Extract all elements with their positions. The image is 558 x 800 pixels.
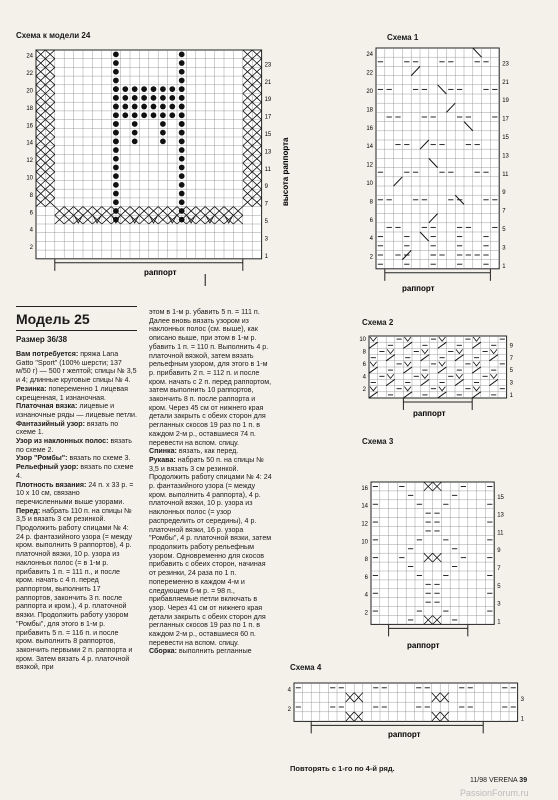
stitch-dot (179, 95, 185, 101)
row-number: 13 (502, 153, 509, 160)
row-number: 3 (509, 380, 513, 387)
row-number: 8 (369, 199, 373, 206)
chart-scheme1 (360, 44, 520, 294)
col1-para-7: Плотность вязания: 24 п. х 33 р. = 10 х 10 см, связано перечисленными выше узорами. (16, 480, 134, 506)
col1-para-3: Фантазийный узор: вязать по схеме 1. (16, 419, 119, 437)
grid-model24 (26, 50, 272, 286)
repeat-note: Повторять с 1-го по 4-й ряд. (290, 764, 395, 773)
row-number: 10 (361, 539, 368, 546)
stitch-dot (169, 86, 175, 92)
row-number: 10 (359, 337, 366, 344)
col1-para-5: Узор "Ромбы": вязать по схеме 3. (16, 454, 131, 463)
footer-magazine: 11/98 VERENA 39 (470, 777, 528, 784)
caption-scheme1: Схема 1 (387, 33, 419, 42)
row-number: 16 (361, 485, 368, 492)
stitch-dot (151, 112, 157, 118)
row-number: 6 (362, 362, 366, 368)
col1-para-0: Вам потребуется: пряжа Lana Gatto "Sport" (100% шерсти; 137 м/50 г) — 500 г желтой; спицы № 3,5 и 4; длинные круговые спицы № 4. (16, 350, 137, 385)
rapport-label-scheme3: раппорт (407, 641, 440, 650)
watermark: PassionForum.ru (460, 788, 529, 798)
stitch-dot (179, 191, 185, 197)
row-number: 3 (520, 697, 524, 704)
row-number: 2 (29, 245, 33, 252)
stitch-dot (122, 112, 128, 118)
stitch-dot (132, 121, 138, 127)
para-label: Перед: (16, 506, 41, 515)
stitch-dot (132, 130, 138, 136)
rapport-label-scheme1: раппорт (402, 284, 435, 293)
article-size: Размер 36/38 (16, 335, 68, 344)
row-number: 1 (520, 716, 524, 723)
stitch-dot (113, 60, 119, 66)
chart-model24 (14, 46, 304, 286)
row-number: 4 (29, 227, 33, 234)
row-number: 16 (366, 125, 373, 132)
stitch-dot (141, 104, 147, 110)
stitch-dot (113, 112, 119, 118)
stitch-dot (113, 104, 119, 110)
col1-para-6: Рельефный узор: вязать по схеме 4. (16, 463, 134, 480)
col1-para-2: Платочная вязка: лицевые и изнаночные ряды — лицевые петли. (16, 402, 137, 419)
row-number: 13 (497, 512, 504, 519)
stitch-dot (122, 86, 128, 92)
stitch-dot (113, 165, 119, 171)
row-number: 6 (369, 217, 373, 224)
stitch-dot (179, 104, 185, 110)
row-number: 2 (369, 254, 373, 261)
para-label: Рукава: (149, 455, 176, 464)
repeat-height-label: высота раппорта (281, 137, 290, 206)
row-number: 23 (502, 61, 509, 68)
row-number: 5 (509, 368, 513, 375)
stitch-dot (179, 199, 185, 205)
row-number: 7 (502, 208, 506, 215)
row-number: 1 (497, 619, 501, 626)
row-number: 20 (366, 89, 373, 95)
row-number: 12 (361, 521, 368, 528)
stitch-dot (132, 95, 138, 101)
page-number: 39 (519, 777, 528, 784)
row-number: 8 (362, 349, 366, 356)
stitch-dot (160, 86, 166, 92)
para-label: Платочная вязка: (16, 402, 78, 411)
stitch-dot (160, 121, 166, 127)
stitch-dot (160, 138, 166, 144)
stitch-dot (113, 78, 119, 84)
row-number: 10 (26, 175, 33, 182)
row-number: 1 (264, 253, 268, 260)
chart-scheme3 (355, 478, 515, 653)
stitch-dot (179, 156, 185, 162)
row-number: 19 (264, 97, 272, 104)
row-number: 9 (509, 343, 513, 350)
article-column-1 (16, 350, 137, 672)
row-number: 9 (497, 548, 501, 555)
row-number: 8 (29, 192, 33, 199)
rapport-label-model24: раппорт (144, 268, 177, 277)
title-rule-bottom (16, 330, 137, 331)
row-number: 4 (362, 374, 366, 381)
col2-para-0: этом в 1-м р. убавить 5 п. = 111 п. Далее вновь вязать узором из наклонных полос (см. выше), как описано выше, при этом в 1-м р. убавить 1 п. = 110 п. Выполнить 4 р. платочной вязкой, затем вязать рельефным узором, для этого в 1-м р. прибавить 2 п. = 112 п. и после кром. начать с 2 п. перед раппортом, затем выполнить 10 раппортов, закончить 8 п. после раппорта и кром. Через 45 см от нижнего края детали закрыть с обеих сторон для регланных скосов 19 раз по 1 п. в каждом 2-м р., оставшиеся 74 п. перевести на вспом. спицу. (149, 308, 272, 447)
para-label: Рельефный узор: (16, 463, 79, 472)
stitch-dot (179, 112, 185, 118)
para-label: Узор "Ромбы": (16, 454, 68, 463)
stitch-dot (179, 173, 185, 179)
caption-scheme4: Схема 4 (290, 663, 322, 672)
row-number: 6 (364, 574, 368, 581)
row-number: 12 (26, 158, 33, 165)
row-number: 24 (366, 52, 373, 59)
row-number: 15 (497, 494, 504, 501)
stitch-dot (113, 138, 119, 144)
row-number: 11 (502, 171, 509, 178)
stitch-dot (179, 165, 185, 171)
row-number: 1 (509, 393, 513, 399)
stitch-dot (113, 51, 119, 57)
para-label: Сборка: (149, 647, 177, 656)
stitch-dot (132, 112, 138, 118)
stitch-dot (179, 60, 185, 66)
row-number: 6 (29, 210, 33, 217)
grid-scheme2 (359, 336, 513, 410)
row-number: 7 (509, 355, 513, 362)
row-number: 17 (502, 116, 509, 123)
row-number: 15 (502, 135, 509, 141)
stitch-dot (113, 121, 119, 127)
row-number: 18 (366, 107, 373, 114)
stitch-dot (179, 86, 185, 92)
stitch-dot (113, 147, 119, 153)
stitch-dot (151, 104, 157, 110)
row-number: 3 (264, 236, 268, 243)
stitch-dot (132, 86, 138, 92)
para-label: Фантазийный узор: (16, 419, 85, 428)
row-number: 21 (502, 79, 509, 86)
row-number: 19 (502, 98, 509, 105)
row-number: 11 (264, 166, 271, 173)
caption-model24: Схема к модели 24 (16, 31, 91, 40)
stitch-dot (113, 130, 119, 136)
stitch-dot (113, 95, 119, 101)
row-number: 15 (264, 132, 272, 138)
grid-scheme3 (361, 482, 504, 636)
row-number: 9 (264, 184, 268, 191)
row-number: 2 (287, 706, 291, 713)
stitch-dot (113, 199, 119, 205)
col2-para-3: Сборка: выполнить регланные (149, 647, 252, 656)
stitch-dot (141, 95, 147, 101)
row-number: 21 (264, 79, 272, 86)
stitch-dot (113, 156, 119, 162)
para-label: Узор из наклонных полос: (16, 437, 109, 446)
stitch-dot (179, 69, 185, 75)
row-number: 18 (26, 105, 33, 112)
stitch-dot (160, 112, 166, 118)
stitch-dot (179, 121, 185, 127)
caption-scheme2: Схема 2 (362, 318, 394, 327)
stitch-dot (113, 182, 119, 188)
stitch-dot (160, 95, 166, 101)
row-number: 4 (369, 236, 373, 243)
row-number: 16 (26, 123, 33, 130)
row-number: 9 (502, 190, 506, 197)
row-number: 10 (366, 181, 373, 187)
stitch-dot (113, 69, 119, 75)
row-number: 23 (264, 62, 272, 69)
article-column-2 (149, 308, 273, 656)
row-number: 14 (361, 503, 368, 510)
stitch-dot (169, 104, 175, 110)
para-label: Спинка: (149, 447, 177, 456)
stitch-dot (169, 112, 175, 118)
para-label: Резинка: (16, 384, 47, 393)
row-number: 5 (497, 583, 501, 590)
stitch-dot (113, 191, 119, 197)
rapport-label-scheme2: раппорт (413, 409, 446, 418)
title-rule-top (16, 306, 137, 307)
col1-para-1: Резинка: попеременно 1 лицевая скрещенная, 1 изнаночная. (16, 384, 128, 402)
stitch-dot (179, 51, 185, 57)
row-number: 11 (497, 530, 504, 537)
rapport-label-scheme4: раппорт (388, 730, 421, 739)
row-number: 2 (362, 386, 366, 393)
row-number: 20 (26, 88, 33, 95)
row-number: 3 (497, 601, 501, 608)
stitch-dot (169, 95, 175, 101)
row-number: 3 (502, 245, 506, 252)
col1-para-8: Перед: набрать 110 п. на спицы № 3,5 и вязать 3 см резинкой. Продолжить работу спицами № 4: 24 р. фантазийного узора (= между кром. выполнить 9 раппортов), 4 р. платочной вязки, 10 р. узора из наклонных полос (= в 1-м р. прибавить 1 п. = 111 п., и после кром. начать с 4 п. перед раппортом, выполнить 17 раппортов, закончить 3 п. после раппорта и кром.), 4 р. платочной вязки. Продолжить работу узором "Ромбы", для этого в 1-м р. прибавить 5 п. = 116 п. и после кром. выполнить 8 раппортов, закончить первыми 2 п. раппорта и кром. Затем вязать 4 р. платочной вязкой, при (16, 506, 133, 672)
chart-scheme4 (282, 679, 532, 749)
para-label: Плотность вязания: (16, 480, 87, 489)
grid-scheme4 (288, 683, 525, 733)
stitch-dot (179, 138, 185, 144)
row-number: 4 (287, 687, 291, 694)
row-number: 8 (364, 557, 368, 564)
stitch-dot (132, 138, 138, 144)
row-number: 4 (364, 592, 368, 599)
row-number: 12 (366, 162, 373, 169)
stitch-dot (113, 173, 119, 179)
stitch-dot (141, 86, 147, 92)
chart-scheme2 (355, 332, 520, 422)
stitch-dot (122, 95, 128, 101)
stitch-dot (160, 130, 166, 136)
caption-scheme3: Схема 3 (362, 437, 394, 446)
grid-scheme1 (366, 48, 509, 281)
col1-para-4: Узор из наклонных полос: вязать по схеме 2. (16, 437, 132, 454)
row-number: 7 (264, 201, 268, 208)
col2-para-1: Спинка: вязать, как перед. (149, 447, 239, 456)
row-number: 24 (26, 53, 33, 60)
stitch-dot (132, 104, 138, 110)
row-number: 5 (502, 227, 506, 233)
row-number: 14 (26, 140, 33, 147)
row-number: 22 (366, 70, 373, 77)
row-number: 1 (502, 263, 506, 270)
stitch-dot (179, 78, 185, 84)
stitch-dot (179, 147, 185, 153)
row-number: 5 (264, 219, 268, 225)
article-title: Модель 25 (16, 311, 90, 327)
stitch-dot (122, 104, 128, 110)
row-number: 14 (366, 144, 373, 151)
row-number: 2 (364, 610, 368, 617)
stitch-dot (141, 112, 147, 118)
stitch-dot (113, 86, 119, 92)
row-number: 7 (497, 566, 501, 572)
row-number: 22 (26, 71, 33, 78)
row-number: 17 (264, 114, 272, 121)
col2-para-2: Рукава: набрать 50 п. на спицы № 3,5 и вязать 3 см резинкой. Продолжить работу спицами № 4: 24 р. фантазийного узора (= между кром. выполнить 4 раппорта), 4 р. платочной вязки, 10 р. узора из наклонных полос (= узор распределить от середины), 4 р. платочной вязки, 16 р. узора "Ромбы", 4 р. платочной вязки, затем продолжить работу рельефным узором. Одновременно для скосов прибавить с обеих сторон, начиная от резинки, 24 раза по 1 п. попеременно в каждом 4-м и следующем 6-м р. = 98 п., прибавляемые петли включать в узор. Через 41 см от нижнего края детали закрыть с обеих сторон для регланных скосов 19 раз по 1 п. в каждом 2-м р., оставшиеся 60 п. перевести на вспом. спицу. (149, 455, 272, 647)
stitch-dot (160, 104, 166, 110)
stitch-dot (179, 182, 185, 188)
para-label: Вам потребуется: (16, 350, 79, 358)
row-number: 13 (264, 149, 272, 156)
stitch-dot (151, 95, 157, 101)
stitch-dot (179, 130, 185, 136)
stitch-dot (151, 86, 157, 92)
